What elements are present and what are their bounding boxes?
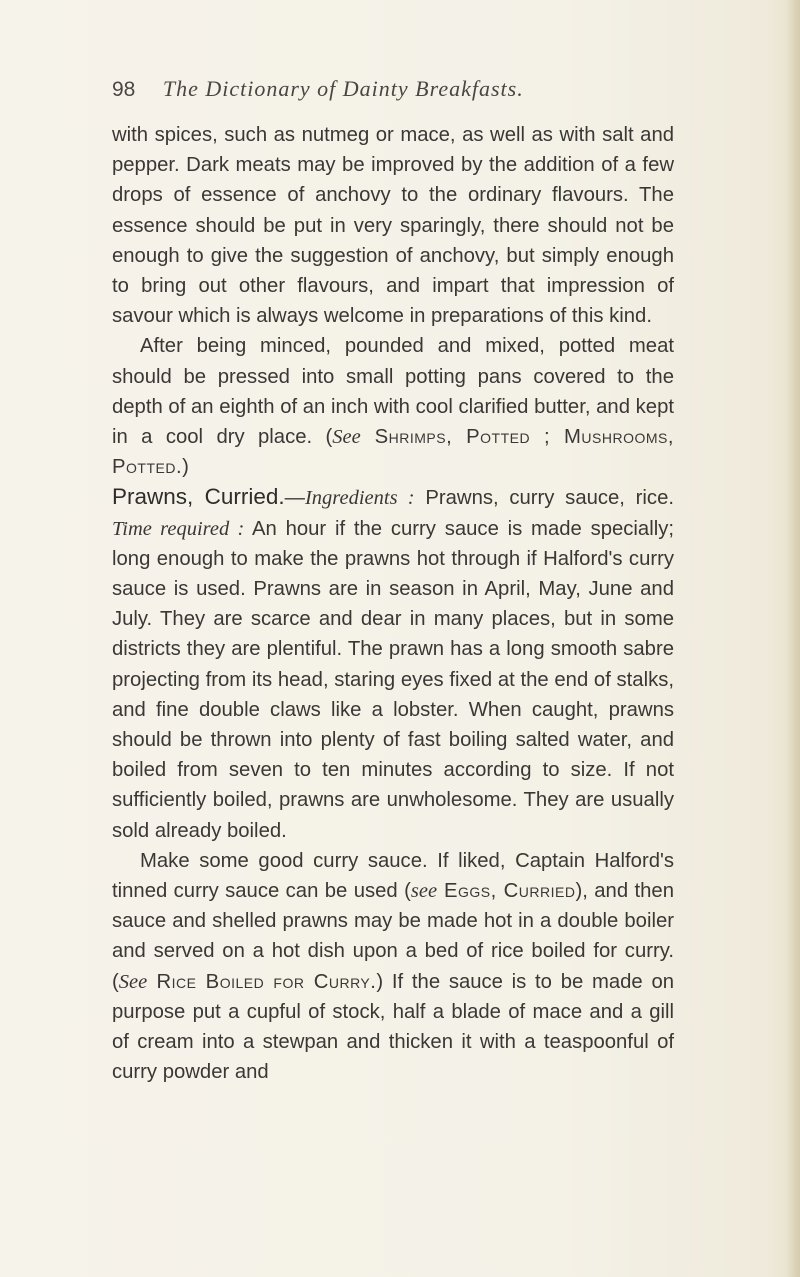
ingredients-label: Ingredients : [304,487,415,510]
see-reference-label: See [118,970,148,993]
paragraph-text: ), and then sauce and shelled prawns may be made hot in a double boiler and served on a hot dish upon a bed of rice boiled for curry. ( [112,880,674,993]
paragraph-text: ) If the sauce is to be made on purpose put a cupful of stock, half a blade of mace and a gill of cream into a stewpan and thicken it with a teaspoonful of curry powder and [112,970,674,1084]
time-required-label: Time required : [112,517,245,540]
cross-reference: Rice Boiled for Curry. [147,970,377,993]
cross-reference: Eggs, Curried [437,880,576,903]
page-body [112,120,674,1088]
running-title: The Dictionary of Dainty Breakfasts. [162,76,524,101]
page-header [112,76,712,106]
paragraph-text: Make some good curry sauce. If liked, Captain Halford's tinned curry sauce can be used ( [112,849,674,903]
heading-dash: — [284,487,305,510]
entry-heading: Prawns, Curried. [112,484,285,510]
paragraph-text: with spices, such as nutmeg or mace, as well as with salt and pepper. Dark meats may be improved by the addition of a few drops of essence of anchovy to the ordinary flavours. The essence should be put in very sparingly, there should not be enough to give the suggestion of anchovy, but simply enough to bring out other flavours, and impart that impression of savour which is always welcome in preparations of this kind. [112,124,674,328]
entry-prawns-curried [112,482,674,845]
page-number: 98 [112,78,136,101]
entry-text: An hour if the curry sauce is made specially; long enough to make the prawns hot through if Halford's curry sauce is used. Prawns are in season in April, May, June and July. They are scarce and dear in many places, but in some districts they are plentiful. The prawn has a long smooth sabre projecting from its head, staring eyes fixed at the end of stalks, and fine double claws like a lobster. When caught, prawns should be thrown into plenty of fast boiling salted water, and boiled from seven to ten minutes according to size. If not sufficiently boiled, prawns are unwholesome. They are usually sold already boiled. [112,517,674,842]
see-reference-label: See [332,426,361,449]
paragraph-potted-meat-continued [112,120,674,331]
paragraph-potted-meat-storage [112,331,674,482]
ingredients-text: Prawns, curry sauce, rice. [414,487,674,510]
paragraph-curry-method [112,846,674,1088]
paragraph-text: After being minced, pounded and mixed, potted meat should be pressed into small potting pans covered to the depth of an eighth of an inch with cool clarified butter, and kept in a cool dry place. ( [112,335,674,449]
see-reference-label: see [410,880,438,903]
page-edge-shadow [786,0,800,1277]
cross-reference: Shrimps, Potted ; Mushrooms, Potted.) [112,426,674,479]
